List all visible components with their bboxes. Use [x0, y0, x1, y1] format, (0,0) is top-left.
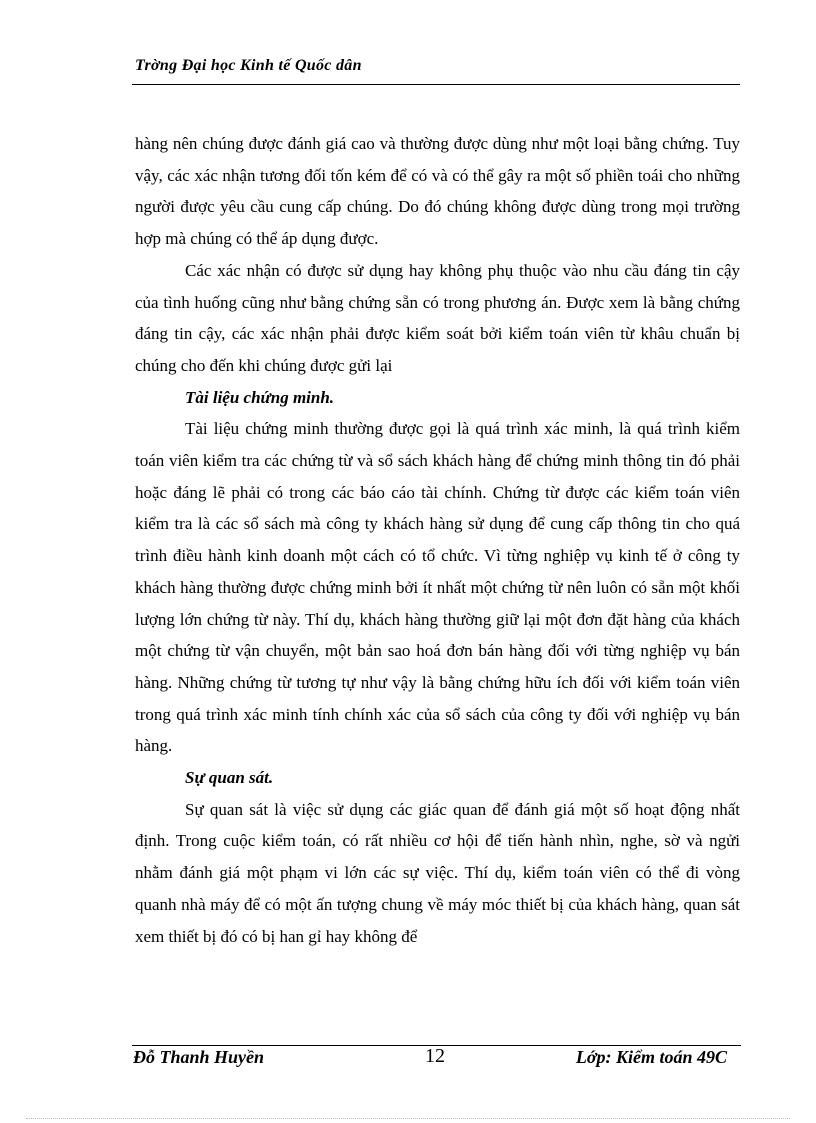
paragraph-2: Các xác nhận có được sử dụng hay không phụ thuộc vào nhu cầu đáng tin cậy của tình huống cũng như bằng chứng sẵn có trong phương án. Được xem là bằng chứng đáng tin cậy, các xác nhận phải được kiểm soát bởi kiểm toán viên từ khâu chuẩn bị chúng cho đến khi chúng được gửi lại — [135, 260, 740, 375]
page-header: Trờng Đại học Kinh tế Quốc dân — [135, 57, 362, 74]
page-bottom-border — [26, 1118, 790, 1119]
document-body — [135, 128, 740, 952]
page-number: 12 — [425, 1047, 445, 1067]
footer-divider — [132, 1045, 741, 1046]
footer-author: Đỗ Thanh Huyền — [133, 1047, 265, 1067]
paragraph-4: Sự quan sát là việc sử dụng các giác quan để đánh giá một số hoạt động nhất định. Trong cuộc kiểm toán, có rất nhiều cơ hội để tiến hành nhìn, nghe, sờ và ngửi nhằm đánh giá một phạm vi lớn các sự việc. Thí dụ, kiểm toán viên có thể đi vòng quanh nhà máy để có một ấn tượng chung về máy móc thiết bị của khách hàng, quan sát xem thiết bị đó có bị han gỉ hay không để — [135, 799, 740, 946]
page-footer — [133, 1047, 741, 1073]
footer-class: Lớp: Kiểm toán 49C — [575, 1047, 727, 1067]
section-heading-observation: Sự quan sát. — [185, 768, 274, 788]
paragraph-3: Tài liệu chứng minh thường được gọi là quá trình xác minh, là quá trình kiểm toán viên kiểm tra các chứng từ và sổ sách khách hàng để chứng minh thông tin đó phải hoặc đáng lẽ phải có trong các báo cáo tài chính. Chứng từ được các kiểm toán viên kiểm tra là các sổ sách mà công ty khách hàng sử dụng để cung cấp thông tin cho quá trình điều hành kinh doanh một cách có tổ chức. Vì từng nghiệp vụ kinh tế ở công ty khách hàng thường được chứng minh bởi ít nhất một chứng từ nên luôn có sẵn một khối lượng lớn chứng từ này. Thí dụ, khách hàng thường giữ lại một đơn đặt hàng của khách một chứng từ vận chuyển, một bản sao hoá đơn bán hàng đối với từng nghiệp vụ bán hàng. Những chứng từ tương tự như vậy là bằng chứng hữu ích đối với kiểm toán viên trong quá trình xác minh tính chính xác của sổ sách của công ty đối với nghiệp vụ bán hàng. — [135, 419, 740, 756]
header-divider — [132, 84, 740, 85]
section-heading-documentation: Tài liệu chứng minh. — [185, 387, 335, 407]
paragraph-1: hàng nên chúng được đánh giá cao và thường được dùng như một loại bằng chứng. Tuy vậy, các xác nhận tương đối tốn kém để có và có thể gây ra một số phiền toái cho những người được yêu cầu cung cấp chúng. Do đó chúng không được dùng trong mọi trường hợp mà chúng có thể áp dụng được. — [135, 134, 740, 249]
